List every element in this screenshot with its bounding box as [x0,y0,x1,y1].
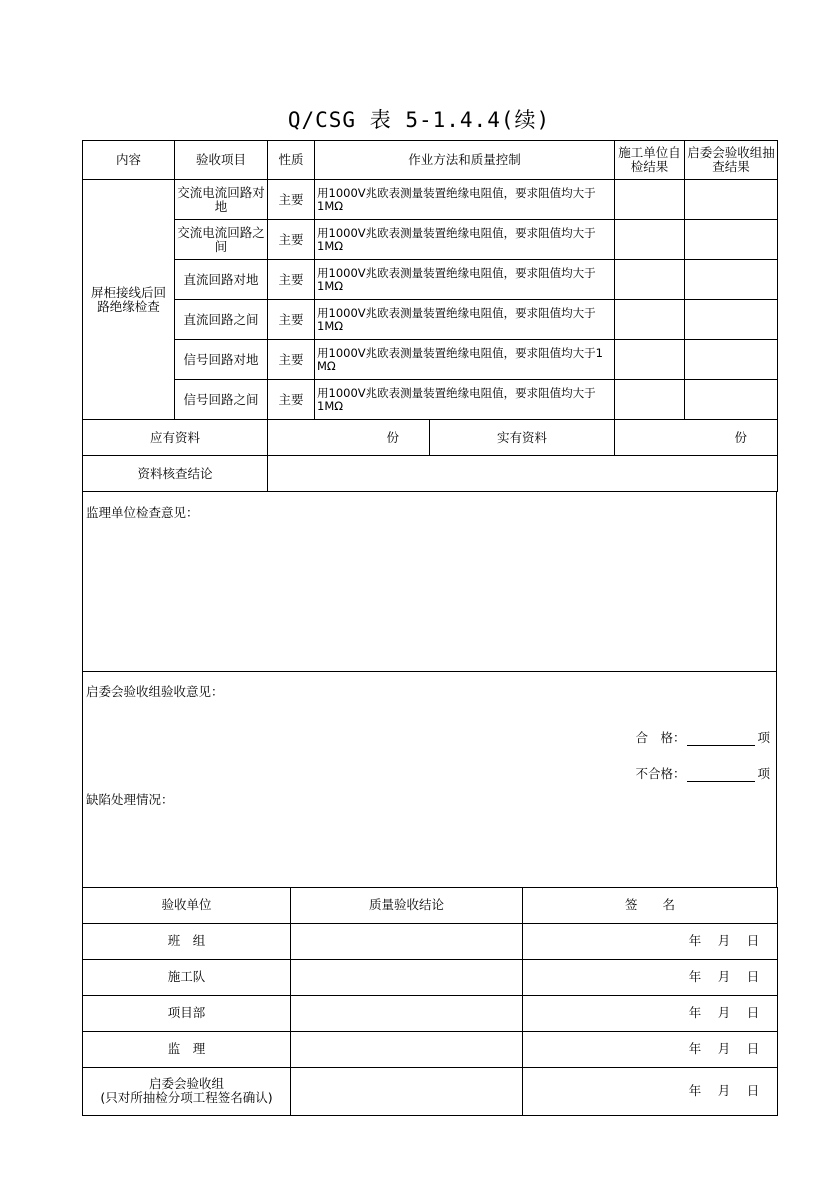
sign-date[interactable]: 年 月 日 [523,1031,778,1067]
row-method: 用1000V兆欧表测量装置绝缘电阻值，要求阻值均大于1MΩ [315,220,615,260]
sign-unit-committee: 启委会验收组 (只对所抽检分项工程签名确认) [83,1067,291,1115]
actual-docs-unit: 份 [734,429,747,445]
docs-conclusion-label: 资料核查结论 [83,456,268,492]
required-docs-label: 应有资料 [83,420,268,456]
required-docs-count[interactable] [268,420,430,456]
pass-count-line [635,728,770,746]
row-nature: 主要 [268,220,315,260]
row-item: 信号回路之间 [175,380,268,420]
supervision-label: 监理单位检查意见： [86,505,199,520]
sign-unit-construction-team: 施工队 [83,959,291,995]
fail-label: 不合格： [635,766,686,781]
sample-check-cell[interactable] [685,340,778,380]
row-nature: 主要 [268,380,315,420]
pass-unit: 项 [757,730,770,745]
sign-date[interactable]: 年 月 日 [523,959,778,995]
sample-check-cell[interactable] [685,380,778,420]
fail-count-line [635,764,770,782]
self-check-cell[interactable] [615,300,685,340]
header-item: 验收项目 [175,141,268,180]
defect-label: 缺陷处理情况： [86,792,174,807]
sign-date[interactable]: 年 月 日 [523,923,778,959]
fail-unit: 项 [757,766,770,781]
sign-unit-team: 班 组 [83,923,291,959]
pass-label: 合 格： [635,730,686,745]
row-nature: 主要 [268,260,315,300]
row-item: 信号回路对地 [175,340,268,380]
row-method: 用1000V兆欧表测量装置绝缘电阻值，要求阻值均大于1 MΩ [315,340,615,380]
supervision-box[interactable] [82,491,777,672]
row-method: 用1000V兆欧表测量装置绝缘电阻值，要求阻值均大于1MΩ [315,180,615,220]
sign-header-signature: 签 名 [523,887,778,923]
row-item: 直流回路对地 [175,260,268,300]
row-method: 用1000V兆欧表测量装置绝缘电阻值，要求阻值均大于1MΩ [315,380,615,420]
self-check-cell[interactable] [615,220,685,260]
self-check-cell[interactable] [615,260,685,300]
pass-count-field[interactable] [687,733,755,746]
group-label: 屏柜接线后回路绝缘检查 [83,180,175,420]
inspection-table [82,140,778,420]
header-nature: 性质 [268,141,315,180]
header-sample-check: 启委会验收组抽查结果 [685,141,778,180]
row-item: 交流电流回路之间 [175,220,268,260]
row-nature: 主要 [268,300,315,340]
signature-table [82,887,778,1116]
header-method: 作业方法和质量控制 [315,141,615,180]
fail-count-field[interactable] [687,769,755,782]
sign-conclusion-cell[interactable] [291,959,523,995]
row-method: 用1000V兆欧表测量装置绝缘电阻值，要求阻值均大于1MΩ [315,300,615,340]
sign-conclusion-cell[interactable] [291,995,523,1031]
row-nature: 主要 [268,340,315,380]
self-check-cell[interactable] [615,380,685,420]
sign-conclusion-cell[interactable] [291,1067,523,1115]
sign-date[interactable]: 年 月 日 [523,1067,778,1115]
sample-check-cell[interactable] [685,260,778,300]
documents-table [82,419,778,492]
sign-header-conclusion: 质量验收结论 [291,887,523,923]
sign-date[interactable]: 年 月 日 [523,995,778,1031]
row-nature: 主要 [268,180,315,220]
sign-conclusion-cell[interactable] [291,923,523,959]
actual-docs-label: 实有资料 [430,420,615,456]
sample-check-cell[interactable] [685,220,778,260]
row-item: 直流回路之间 [175,300,268,340]
actual-docs-count[interactable] [615,420,778,456]
sample-check-cell[interactable] [685,180,778,220]
sample-check-cell[interactable] [685,300,778,340]
sign-unit-project-dept: 项目部 [83,995,291,1031]
sign-header-unit: 验收单位 [83,887,291,923]
row-method: 用1000V兆欧表测量装置绝缘电阻值，要求阻值均大于1MΩ [315,260,615,300]
committee-opinion-label: 启委会验收组验收意见： [86,684,224,699]
self-check-cell[interactable] [615,180,685,220]
sign-conclusion-cell[interactable] [291,1031,523,1067]
row-item: 交流电流回路对地 [175,180,268,220]
required-docs-unit: 份 [386,429,399,445]
self-check-cell[interactable] [615,340,685,380]
header-content: 内容 [83,141,175,180]
sign-unit-supervision: 监 理 [83,1031,291,1067]
form-title: Q/CSG 表 5-1.4.4(续) [287,108,551,132]
committee-box[interactable] [82,671,777,888]
header-self-check: 施工单位自检结果 [615,141,685,180]
docs-conclusion-value[interactable] [268,456,778,492]
